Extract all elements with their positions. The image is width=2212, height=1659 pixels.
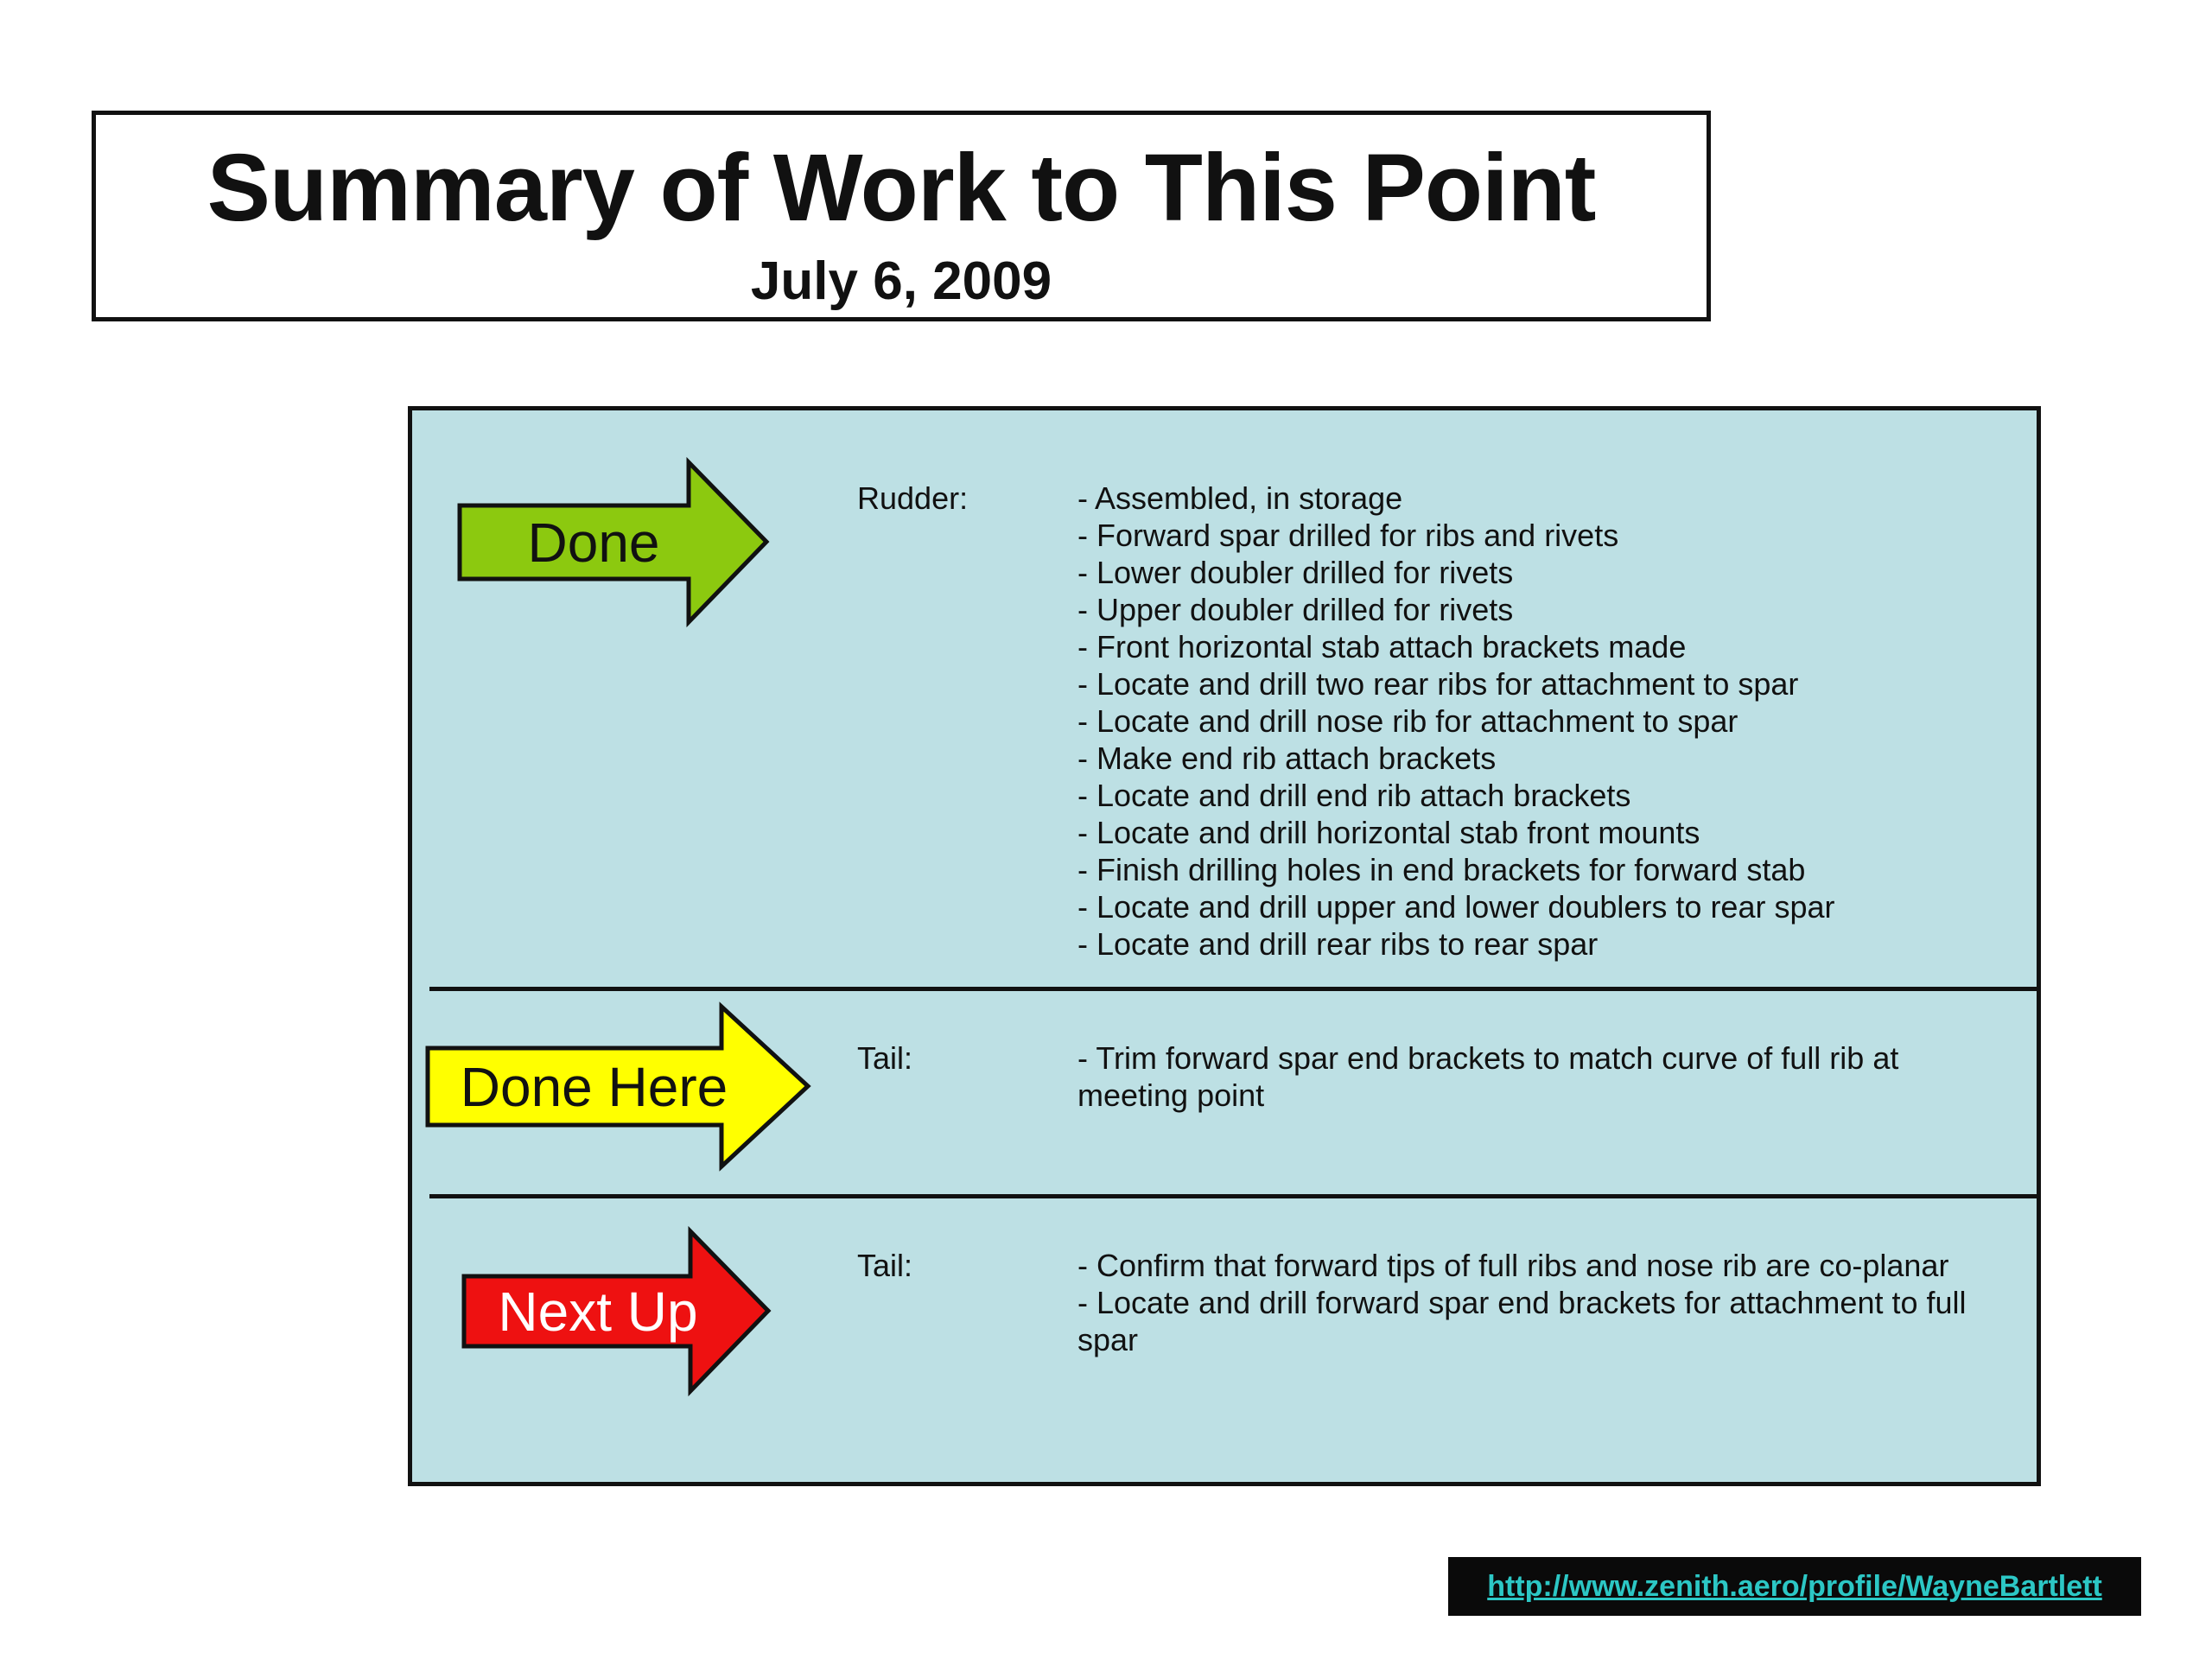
list-item: - Locate and drill forward spar end brackets for attachment to full spar xyxy=(1077,1285,1967,1357)
list-item: - Confirm that forward tips of full ribs and nose rib are co-planar xyxy=(1077,1248,1949,1283)
list-item: - Finish drilling holes in end brackets for forward stab xyxy=(1077,852,1806,887)
section-next-up xyxy=(412,1198,2037,1482)
profile-link[interactable]: http://www.zenith.aero/profile/WayneBartlett xyxy=(1487,1569,2102,1603)
list-item: - Assembled, in storage xyxy=(1077,480,1403,516)
list-item: - Trim forward spar end brackets to match curve of full rib at meeting point xyxy=(1077,1040,1899,1113)
next-up-arrow-label: Next Up xyxy=(498,1280,698,1343)
list-item: - Locate and drill horizontal stab front mounts xyxy=(1077,815,1700,850)
title-box xyxy=(92,111,1711,321)
list-item: - Front horizontal stab attach brackets made xyxy=(1077,629,1687,664)
category-label: Rudder: xyxy=(857,480,969,516)
section-done-here xyxy=(412,991,2037,1194)
done-arrow-label: Done xyxy=(527,511,660,574)
status-panel xyxy=(408,406,2041,1486)
footer-link-box xyxy=(1448,1557,2141,1616)
list-item: - Locate and drill rear ribs to rear spar xyxy=(1077,926,1599,962)
list-item: - Lower doubler drilled for rivets xyxy=(1077,555,1514,590)
list-item: - Make end rib attach brackets xyxy=(1077,741,1497,776)
done-here-item-list xyxy=(1077,1039,1993,1114)
page-title: Summary of Work to This Point xyxy=(207,135,1596,241)
done-item-list xyxy=(1077,480,1993,963)
list-item: - Locate and drill upper and lower doublers to rear spar xyxy=(1077,889,1835,925)
category-label: Tail: xyxy=(857,1040,913,1076)
list-item: - Locate and drill nose rib for attachment to spar xyxy=(1077,703,1738,739)
next-up-arrow-icon xyxy=(464,1231,768,1391)
list-item: - Forward spar drilled for ribs and rivets xyxy=(1077,518,1619,553)
section-done xyxy=(412,410,2037,989)
list-item: - Locate and drill end rib attach brackets xyxy=(1077,778,1631,813)
page-date: July 6, 2009 xyxy=(750,251,1052,311)
category-label: Tail: xyxy=(857,1248,913,1283)
list-item: - Locate and drill two rear ribs for attachment to spar xyxy=(1077,666,1799,702)
next-up-item-list xyxy=(1077,1247,1993,1358)
done-arrow-icon xyxy=(460,462,766,622)
done-here-arrow-label: Done Here xyxy=(460,1055,728,1118)
done-here-arrow-icon xyxy=(428,1007,808,1166)
list-item: - Upper doubler drilled for rivets xyxy=(1077,592,1514,627)
